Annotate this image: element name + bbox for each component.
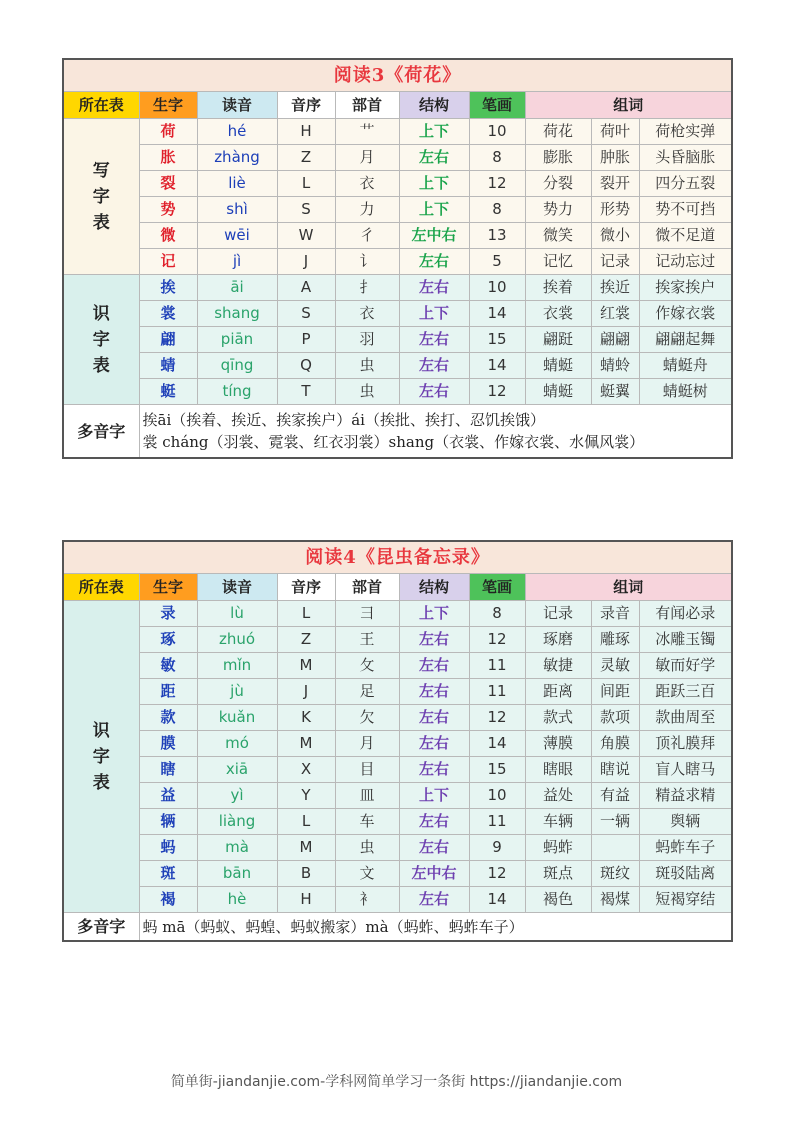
- table-row: [63, 705, 732, 731]
- word-cell: 敏捷: [525, 653, 591, 679]
- word-cell: 蜻蜓舟: [639, 353, 732, 379]
- table-row: [63, 353, 732, 379]
- strokes-cell: 14: [469, 731, 525, 757]
- table-row: [63, 783, 732, 809]
- radical-cell: 艹: [335, 119, 399, 145]
- header-words: 组词: [525, 574, 732, 601]
- radical-cell: 虫: [335, 379, 399, 405]
- word-cell: 斑驳陆离: [639, 861, 732, 887]
- structure-cell: 上下: [399, 119, 469, 145]
- word-cell: 四分五裂: [639, 171, 732, 197]
- word-cell: 斑纹: [591, 861, 639, 887]
- char-cell: 斑: [139, 861, 197, 887]
- word-cell: 冰雕玉镯: [639, 627, 732, 653]
- table-row: [63, 171, 732, 197]
- structure-cell: 左右: [399, 887, 469, 913]
- table-row: [63, 119, 732, 145]
- char-cell: 录: [139, 601, 197, 627]
- pinyin-cell: lù: [197, 601, 277, 627]
- char-cell: 款: [139, 705, 197, 731]
- radical-cell: 攵: [335, 653, 399, 679]
- char-cell: 挨: [139, 275, 197, 301]
- structure-cell: 上下: [399, 197, 469, 223]
- table-row: [63, 275, 732, 301]
- strokes-cell: 10: [469, 119, 525, 145]
- word-cell: 蜻蛉: [591, 353, 639, 379]
- header-char: 生字: [139, 92, 197, 119]
- structure-cell: 左中右: [399, 223, 469, 249]
- strokes-cell: 12: [469, 627, 525, 653]
- radical-cell: 王: [335, 627, 399, 653]
- structure-cell: 左右: [399, 835, 469, 861]
- structure-cell: 上下: [399, 171, 469, 197]
- word-cell: 微笑: [525, 223, 591, 249]
- polyphone-line: 蚂 mā（蚂蚁、蚂蝗、蚂蚁搬家）mà（蚂蚱、蚂蚱车子）: [142, 917, 524, 936]
- order-cell: A: [277, 275, 335, 301]
- word-cell: 分裂: [525, 171, 591, 197]
- section-label-char: 字: [92, 329, 110, 350]
- pinyin-cell: wēi: [197, 223, 277, 249]
- pinyin-cell: kuǎn: [197, 705, 277, 731]
- pinyin-cell: shang: [197, 301, 277, 327]
- order-cell: W: [277, 223, 335, 249]
- header-strokes: 笔画: [469, 574, 525, 601]
- structure-cell: 左右: [399, 679, 469, 705]
- section-label-char: 字: [92, 186, 110, 207]
- pinyin-cell: liàng: [197, 809, 277, 835]
- char-cell: 辆: [139, 809, 197, 835]
- radical-cell: 文: [335, 861, 399, 887]
- word-cell: 挨近: [591, 275, 639, 301]
- word-cell: 有益: [591, 783, 639, 809]
- strokes-cell: 14: [469, 353, 525, 379]
- table-row: [63, 757, 732, 783]
- strokes-cell: 11: [469, 653, 525, 679]
- radical-cell: 彐: [335, 601, 399, 627]
- structure-cell: 上下: [399, 783, 469, 809]
- word-cell: 益处: [525, 783, 591, 809]
- strokes-cell: 8: [469, 601, 525, 627]
- word-cell: 雕琢: [591, 627, 639, 653]
- order-cell: M: [277, 653, 335, 679]
- word-cell: 褐煤: [591, 887, 639, 913]
- word-cell: 顶礼膜拜: [639, 731, 732, 757]
- word-cell: 瞎说: [591, 757, 639, 783]
- word-cell: 微小: [591, 223, 639, 249]
- radical-cell: 虫: [335, 835, 399, 861]
- header-row: [63, 92, 732, 119]
- char-cell: 势: [139, 197, 197, 223]
- polyphone-label: 多音字: [63, 913, 139, 942]
- word-cell: 琢磨: [525, 627, 591, 653]
- pinyin-cell: qīng: [197, 353, 277, 379]
- word-cell: 灵敏: [591, 653, 639, 679]
- word-cell: 款项: [591, 705, 639, 731]
- polyphone-line: 裳 cháng（羽裳、霓裳、红衣羽裳）shang（衣裳、作嫁衣裳、水佩风裳）: [142, 433, 645, 451]
- word-cell: 形势: [591, 197, 639, 223]
- table-row: [63, 327, 732, 353]
- table-row: [63, 679, 732, 705]
- polyphone-cell: [139, 405, 732, 459]
- table-row: [63, 835, 732, 861]
- table-row: [63, 379, 732, 405]
- word-cell: 翩跹: [525, 327, 591, 353]
- radical-cell: 目: [335, 757, 399, 783]
- strokes-cell: 13: [469, 223, 525, 249]
- char-cell: 琢: [139, 627, 197, 653]
- strokes-cell: 11: [469, 809, 525, 835]
- strokes-cell: 10: [469, 275, 525, 301]
- pinyin-cell: āi: [197, 275, 277, 301]
- word-cell: 膨胀: [525, 145, 591, 171]
- header-structure: 结构: [399, 574, 469, 601]
- radical-cell: 月: [335, 145, 399, 171]
- char-cell: 翩: [139, 327, 197, 353]
- word-cell: 薄膜: [525, 731, 591, 757]
- word-cell: 荷花: [525, 119, 591, 145]
- order-cell: L: [277, 171, 335, 197]
- pinyin-cell: bān: [197, 861, 277, 887]
- radical-cell: 羽: [335, 327, 399, 353]
- radical-cell: 衣: [335, 301, 399, 327]
- page-footer: 简单街-jiandanjie.com-学科网简单学习一条街 https://jiandanjie.com: [170, 1074, 623, 1090]
- radical-cell: 虫: [335, 353, 399, 379]
- word-cell: 距跃三百: [639, 679, 732, 705]
- header-radical: 部首: [335, 574, 399, 601]
- word-cell: 红裳: [591, 301, 639, 327]
- order-cell: L: [277, 809, 335, 835]
- word-cell: 势力: [525, 197, 591, 223]
- order-cell: S: [277, 197, 335, 223]
- strokes-cell: 5: [469, 249, 525, 275]
- order-cell: Y: [277, 783, 335, 809]
- header-strokes: 笔画: [469, 92, 525, 119]
- polyphone-label: 多音字: [63, 405, 139, 459]
- strokes-cell: 15: [469, 757, 525, 783]
- strokes-cell: 12: [469, 705, 525, 731]
- header-pinyin: 读音: [197, 92, 277, 119]
- strokes-cell: 14: [469, 301, 525, 327]
- pinyin-cell: jù: [197, 679, 277, 705]
- strokes-cell: 14: [469, 887, 525, 913]
- section-label-char: 写: [92, 160, 110, 181]
- strokes-cell: 9: [469, 835, 525, 861]
- strokes-cell: 12: [469, 171, 525, 197]
- order-cell: S: [277, 301, 335, 327]
- polyphone-cell: [139, 913, 732, 942]
- pinyin-cell: mó: [197, 731, 277, 757]
- order-cell: L: [277, 601, 335, 627]
- pinyin-cell: zhuó: [197, 627, 277, 653]
- word-cell: 翩翩起舞: [639, 327, 732, 353]
- section-label-char: 识: [92, 303, 110, 324]
- vocab-table-1: [62, 58, 733, 459]
- word-cell: 记忆: [525, 249, 591, 275]
- radical-cell: 讠: [335, 249, 399, 275]
- order-cell: Z: [277, 145, 335, 171]
- header-order: 音序: [277, 92, 335, 119]
- char-cell: 膜: [139, 731, 197, 757]
- section-label-char: 表: [92, 355, 110, 376]
- word-cell: 短褐穿结: [639, 887, 732, 913]
- char-cell: 距: [139, 679, 197, 705]
- header-words: 组词: [525, 92, 732, 119]
- radical-cell: 车: [335, 809, 399, 835]
- word-cell: 头昏脑胀: [639, 145, 732, 171]
- table-row: [63, 731, 732, 757]
- word-cell: 舆辆: [639, 809, 732, 835]
- section-label-char: 字: [92, 746, 110, 767]
- char-cell: 蜓: [139, 379, 197, 405]
- structure-cell: 左右: [399, 627, 469, 653]
- structure-cell: 左右: [399, 327, 469, 353]
- word-cell: 蚂蚱: [525, 835, 591, 861]
- word-cell: 蜓翼: [591, 379, 639, 405]
- char-cell: 荷: [139, 119, 197, 145]
- header-row: [63, 574, 732, 601]
- structure-cell: 左右: [399, 653, 469, 679]
- table-row: [63, 653, 732, 679]
- structure-cell: 左右: [399, 249, 469, 275]
- word-cell: 蜻蜓: [525, 353, 591, 379]
- structure-cell: 左右: [399, 145, 469, 171]
- radical-cell: 欠: [335, 705, 399, 731]
- word-cell: 一辆: [591, 809, 639, 835]
- radical-cell: 力: [335, 197, 399, 223]
- order-cell: X: [277, 757, 335, 783]
- radical-cell: 衤: [335, 887, 399, 913]
- strokes-cell: 8: [469, 145, 525, 171]
- order-cell: M: [277, 835, 335, 861]
- header-location: 所在表: [63, 574, 139, 601]
- char-cell: 微: [139, 223, 197, 249]
- structure-cell: 左右: [399, 379, 469, 405]
- char-cell: 瞎: [139, 757, 197, 783]
- strokes-cell: 15: [469, 327, 525, 353]
- structure-cell: 上下: [399, 601, 469, 627]
- word-cell: 裂开: [591, 171, 639, 197]
- pinyin-cell: shì: [197, 197, 277, 223]
- pinyin-cell: tíng: [197, 379, 277, 405]
- header-structure: 结构: [399, 92, 469, 119]
- structure-cell: 上下: [399, 301, 469, 327]
- structure-cell: 左右: [399, 353, 469, 379]
- word-cell: 荷叶: [591, 119, 639, 145]
- header-pinyin: 读音: [197, 574, 277, 601]
- word-cell: 蚂蚱车子: [639, 835, 732, 861]
- polyphone-line: 挨āi（挨着、挨近、挨家挨户）ái（挨批、挨打、忍饥挨饿）: [142, 411, 545, 429]
- order-cell: P: [277, 327, 335, 353]
- strokes-cell: 11: [469, 679, 525, 705]
- table-row: [63, 223, 732, 249]
- radical-cell: 皿: [335, 783, 399, 809]
- char-cell: 胀: [139, 145, 197, 171]
- radical-cell: 月: [335, 731, 399, 757]
- strokes-cell: 12: [469, 379, 525, 405]
- word-cell: 车辆: [525, 809, 591, 835]
- word-cell: 挨家挨户: [639, 275, 732, 301]
- pinyin-cell: jì: [197, 249, 277, 275]
- vocab-table-2: [62, 540, 733, 942]
- order-cell: T: [277, 379, 335, 405]
- word-cell: 精益求精: [639, 783, 732, 809]
- section-label: [63, 119, 139, 275]
- table-row: [63, 197, 732, 223]
- table-row: [63, 861, 732, 887]
- pinyin-cell: hé: [197, 119, 277, 145]
- header-order: 音序: [277, 574, 335, 601]
- structure-cell: 左右: [399, 705, 469, 731]
- char-cell: 褐: [139, 887, 197, 913]
- pinyin-cell: xiā: [197, 757, 277, 783]
- table-row: [63, 887, 732, 913]
- word-cell: 距离: [525, 679, 591, 705]
- char-cell: 敏: [139, 653, 197, 679]
- read-rows: [63, 275, 732, 405]
- order-cell: Z: [277, 627, 335, 653]
- word-cell: 记录: [525, 601, 591, 627]
- word-cell: [591, 835, 639, 861]
- section-label: [63, 275, 139, 405]
- word-cell: 录音: [591, 601, 639, 627]
- word-cell: 斑点: [525, 861, 591, 887]
- word-cell: 敏而好学: [639, 653, 732, 679]
- char-cell: 蚂: [139, 835, 197, 861]
- table-row: [63, 809, 732, 835]
- radical-cell: 彳: [335, 223, 399, 249]
- strokes-cell: 12: [469, 861, 525, 887]
- table-row: [63, 601, 732, 627]
- pinyin-cell: yì: [197, 783, 277, 809]
- section-label: [63, 601, 139, 913]
- pinyin-cell: zhàng: [197, 145, 277, 171]
- section-label-char: 识: [92, 720, 110, 741]
- table-title: 阅读4《昆虫备忘录》: [63, 541, 732, 574]
- char-cell: 裳: [139, 301, 197, 327]
- word-cell: 记录: [591, 249, 639, 275]
- order-cell: J: [277, 679, 335, 705]
- word-cell: 蜻蜓: [525, 379, 591, 405]
- structure-cell: 左右: [399, 809, 469, 835]
- word-cell: 褐色: [525, 887, 591, 913]
- section-label-char: 表: [92, 212, 110, 233]
- word-cell: 款曲周至: [639, 705, 732, 731]
- order-cell: M: [277, 731, 335, 757]
- radical-cell: 扌: [335, 275, 399, 301]
- word-cell: 微不足道: [639, 223, 732, 249]
- word-cell: 作嫁衣裳: [639, 301, 732, 327]
- word-cell: 蜻蜓树: [639, 379, 732, 405]
- radical-cell: 衣: [335, 171, 399, 197]
- table-row: [63, 249, 732, 275]
- word-cell: 间距: [591, 679, 639, 705]
- section-label-char: 表: [92, 772, 110, 793]
- table-title: 阅读3《荷花》: [63, 59, 732, 92]
- word-cell: 衣裳: [525, 301, 591, 327]
- word-cell: 荷枪实弹: [639, 119, 732, 145]
- header-location: 所在表: [63, 92, 139, 119]
- char-cell: 记: [139, 249, 197, 275]
- word-cell: 角膜: [591, 731, 639, 757]
- char-cell: 裂: [139, 171, 197, 197]
- pinyin-cell: mà: [197, 835, 277, 861]
- strokes-cell: 8: [469, 197, 525, 223]
- structure-cell: 左右: [399, 275, 469, 301]
- char-cell: 益: [139, 783, 197, 809]
- char-cell: 蜻: [139, 353, 197, 379]
- word-cell: 款式: [525, 705, 591, 731]
- word-cell: 瞎眼: [525, 757, 591, 783]
- order-cell: H: [277, 887, 335, 913]
- word-cell: 记动忘过: [639, 249, 732, 275]
- structure-cell: 左右: [399, 757, 469, 783]
- word-cell: 盲人瞎马: [639, 757, 732, 783]
- word-cell: 挨着: [525, 275, 591, 301]
- word-cell: 肿胀: [591, 145, 639, 171]
- pinyin-cell: hè: [197, 887, 277, 913]
- table-row: [63, 145, 732, 171]
- table-row: [63, 301, 732, 327]
- structure-cell: 左中右: [399, 861, 469, 887]
- read-rows: [63, 601, 732, 913]
- write-rows: [63, 119, 732, 275]
- structure-cell: 左右: [399, 731, 469, 757]
- order-cell: K: [277, 705, 335, 731]
- strokes-cell: 10: [469, 783, 525, 809]
- order-cell: B: [277, 861, 335, 887]
- order-cell: H: [277, 119, 335, 145]
- pinyin-cell: piān: [197, 327, 277, 353]
- header-radical: 部首: [335, 92, 399, 119]
- order-cell: J: [277, 249, 335, 275]
- word-cell: 翩翩: [591, 327, 639, 353]
- pinyin-cell: mǐn: [197, 653, 277, 679]
- pinyin-cell: liè: [197, 171, 277, 197]
- table-row: [63, 627, 732, 653]
- order-cell: Q: [277, 353, 335, 379]
- word-cell: 有闻必录: [639, 601, 732, 627]
- header-char: 生字: [139, 574, 197, 601]
- word-cell: 势不可挡: [639, 197, 732, 223]
- radical-cell: 足: [335, 679, 399, 705]
